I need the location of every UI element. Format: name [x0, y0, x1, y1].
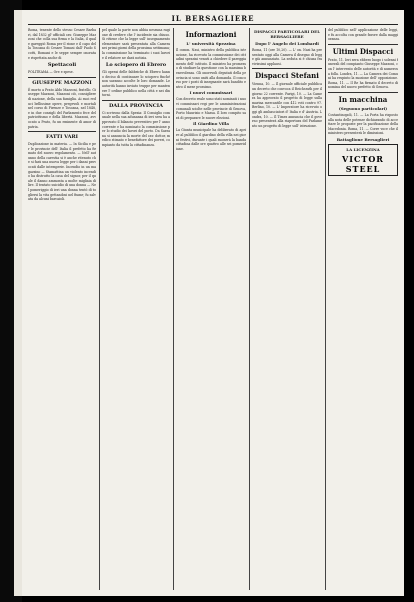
divider	[28, 131, 96, 132]
column-5	[328, 28, 398, 590]
subheading-angelo: Dopo l' Angelo dei Lombardi	[255, 41, 319, 46]
column-4	[252, 28, 322, 590]
column-3-text-c: La Giunta municipale ha deliberato di aprire al pubblico il giardino della villa nei giorni festivi, durante i quali suonerà la banda cittadina dalle ore quattro alle sei pomeridiane.	[176, 128, 246, 151]
divider	[328, 92, 398, 93]
column-1-text-a: Roma, tenente dello stesso Cesare Barbari, dal 1832 gl' ufficiali cav. Giuseppe Mazzoni che colla sua firma e la Italia, il quale gareggiò Roma per il rione e il capo della Toscana di Cesare Tomasi dall' Paolo Scotti, Romani e le seppe sempre onorata e rispettata anche di	[28, 28, 96, 60]
column-1	[28, 28, 96, 590]
heading-mazzoni: GIUSEPPE MAZZONI	[32, 79, 92, 86]
column-3-text-a: Il comm. Nasi, ministro della pubblica istruzione, ha ricevuto la commissione dei cittadini spezzini venuti a chiedere il pareggiamento dell' istituto. Il ministro ha promesso di studiare la questione con la massima benevolenza. Gli onorevoli deputati della provincia si sono uniti alla domanda. Il concorso per i posti di insegnante sarà bandito entro il mese prossimo.	[176, 48, 246, 89]
column-1-text-c: È morto a Prato Aldo Mazzoni, fratello. Giuseppe Mazzoni, Mazzoni ciò, consigliere di nazione, della sua famiglia. Ai suoi reduci bellissime opere, pregevoli e mortali nel corso di Firenze e Toscana, nel 1848, e in due consigli del Parlamento fece del patriottismo e della libertà. Mazzoni, avvocato a Prato, fu un eminente di amor di patria.	[28, 87, 96, 129]
column-3-text-b: Con decreto reale sono stati nominati i nuovi commissari regi per le amministrazioni comunali sciolte nelle provincie di Genova, Porto Maurizio e Massa. Il loro compito sarà di preparare le nuove elezioni.	[176, 97, 246, 120]
column-4-text-a: Roma, 11 (ore 10,20). — L' on. Nasi ha presentato oggi alla Camera il disegno di legge già annunziato. La seduta si è chiusa fra vivissimi applausi.	[252, 48, 322, 66]
column-rule	[249, 28, 250, 590]
advertisement	[328, 144, 398, 176]
heading-ultimi-dispacci: Ultimi Dispacci	[332, 46, 394, 56]
masthead-rule	[28, 24, 398, 25]
column-rule	[173, 28, 174, 590]
heading-fatti-vari: FATTI VARI	[45, 134, 79, 141]
column-5-text-b: Prato, 11. Ieri sera ebbero luogo i solenni funerali del compianto Giuseppe Mazzoni, con l' intervento delle autorità e di numerosa folla. Londra, 11. — La Camera dei Comuni ha respinto la mozione dell' opposizione. Roma, 11. — Il Re ha firmato il decreto di nomina del nuovo prefetto di Genova.	[328, 57, 398, 90]
column-2	[102, 28, 170, 590]
subheading-macchina: (Seguono particolari)	[338, 105, 388, 111]
heading-sciopero: Lo sciopero di Ebrero	[105, 62, 167, 69]
divider	[328, 44, 398, 45]
divider	[252, 68, 322, 69]
divider	[102, 100, 170, 101]
heading-dispacci-stefani: Dispacci Stefani	[255, 71, 319, 81]
heading-in-macchina: In macchina	[338, 94, 388, 104]
column-3	[176, 28, 246, 590]
heading-dalla-provincia: DALLA PROVINCIA	[108, 102, 164, 109]
subheading-commissari: I nuovi commissari	[189, 90, 233, 96]
heading-spettacoli: Spettacoli	[47, 62, 77, 69]
previous-page-edge	[14, 10, 22, 596]
signature: Battaglione Bersaglieri	[336, 136, 390, 142]
column-rule	[325, 28, 326, 590]
subheading-giardino: Il Giardino Villa	[193, 121, 229, 127]
column-rule	[99, 28, 100, 590]
column-2-text-c: Ci scrivono dalla Spezia: Il Consiglio comunale nella sua adunanza di ieri sera ha approvato il bilancio preventivo per l' anno corrente e ha nominato la commissione per lo studio dei lavori del porto. Da Sarzana si annuncia la morte del cav. dottor, medico stimato e benefattore dei poveri, compianto da tutta la cittadinanza.	[102, 110, 170, 147]
column-1-text-d: Duplicazione in materia. — In Sicilia e per le provincie dell' Italia il prefetto ha firmato del nuovo regolamento. — Nell' autunno della carestia si è anche ritenuto che si farà una nuova legge per i danni provocati dalle intemperie. Incendio in un magazzino — Stamattina un violento incendio ha distrutto la casa del signor, per il quale il danno ammonta a molte migliaia di lire. Il tentato suicidio di una donna — Nel pomeriggio di ieri una donna tentò di togliersi la vita gettandosi nel fiume; fu salvata da alcuni barcaioli.	[28, 142, 96, 202]
heading-dispacci-particolari: DISPACCI PARTICOLARI DEL BERSAGLIERE	[253, 29, 321, 39]
subheading-universita: L' università Spezzina	[186, 41, 236, 46]
column-5-text-c: Costantinopoli, 11. — La Porta ha risposto alla nota delle potenze dichiarando di accettare le proposte per la pacificazione della Macedonia. Roma, 11. — Corre voce che il ministero presenterà le dimissioni.	[328, 112, 398, 136]
ad-title: VICTOR STEEL	[342, 153, 384, 174]
newspaper-page	[22, 10, 404, 596]
column-2-text-b: Gli operai delle fabbriche di Ebrero hanno deciso di continuare lo sciopero finché non saranno accolte le loro domande. Le autorità hanno inviato truppe per mantenere l' ordine pubblico nella città e nei dintorni.	[102, 70, 170, 98]
column-1-text-b: POLITEAMA — Ore e spese.	[28, 70, 74, 75]
column-5-text-a: del pubblico nell' applicazione delle leggi, e fu accolta con grande favore dalla maggioranza.	[328, 28, 398, 42]
column-2-text-a: pel quale la parte non abbia nessuna ragione di credere che l' incidente sia chiuso. Si ritiene che la legge sull' insegnamento elementare sarà presentata alla Camera nei primi giorni della prossima settimana; la commissione ha terminato i suoi lavori e il relatore ne darà notizia.	[102, 28, 170, 60]
heading-informazioni: Informazioni	[185, 30, 237, 39]
masthead: IL BERSAGLIERE	[171, 14, 255, 23]
column-4-text-b: Vienna, 10. — Il giornale ufficiale pubblica un decreto che convoca il Reichsrath per il giorno 22 corrente. Parigi, 10. — La Camera ha approvato il progetto di legge sulla marina mercantile con 412 voti contro 97. Berlino, 10. — L' Imperatore ha ricevuto oggi gli ambasciatori d' Italia e d' Austria. Londra, 10. — Il Times annuncia che il governo presenterà alla riapertura del Parlamento un progetto di legge sull' istruzione.	[252, 82, 322, 128]
ad-line: LA LICENZINA	[346, 146, 380, 152]
divider	[28, 77, 96, 78]
